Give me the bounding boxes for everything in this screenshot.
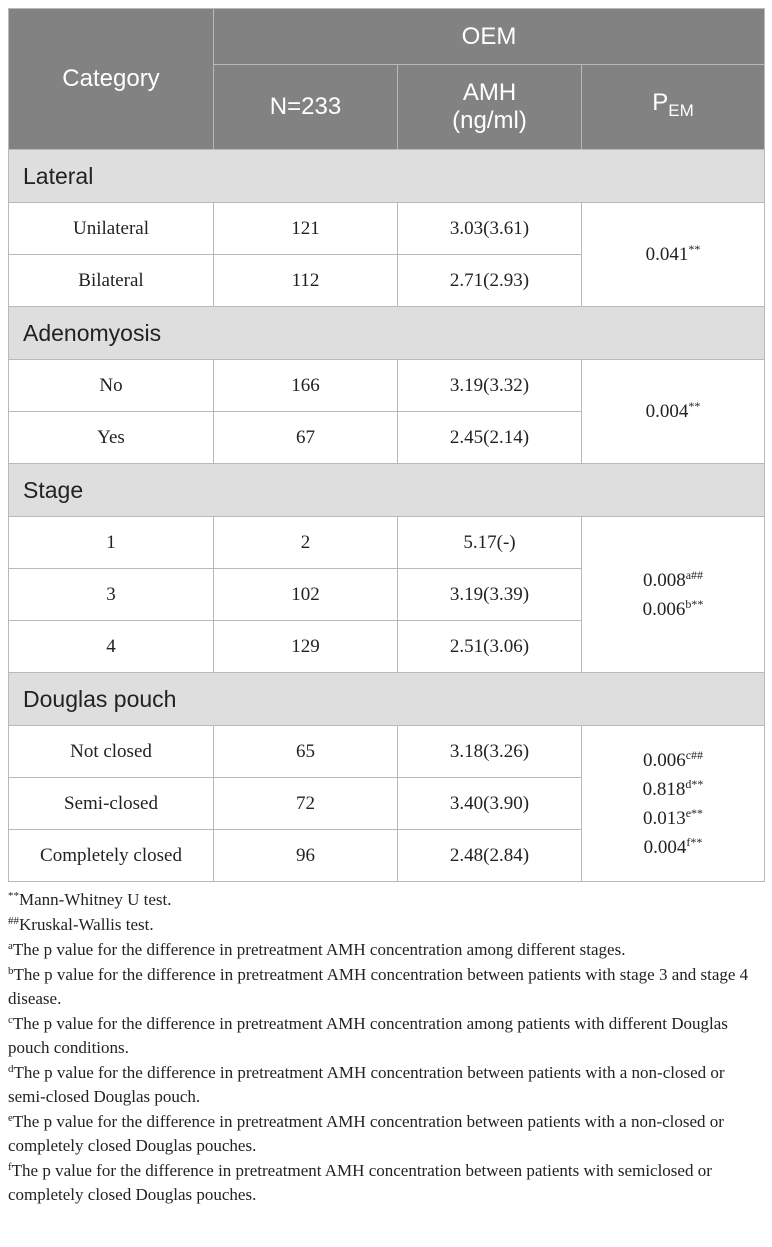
p-value: 0.006: [642, 598, 686, 620]
row-amh: 3.18(3.26): [398, 726, 582, 778]
footnote-mark: **: [8, 890, 19, 902]
p-test-mark: **: [691, 596, 704, 611]
row-label: 1: [9, 517, 214, 569]
row-label: Bilateral: [9, 255, 214, 307]
category-header: Category: [9, 9, 214, 150]
p-value-marks: [686, 806, 703, 820]
p-value-marks: [685, 777, 703, 791]
p-value-line: [582, 746, 764, 775]
p-value-marks: [686, 568, 703, 582]
row-n: 112: [214, 255, 398, 307]
p-value-line: [582, 804, 764, 833]
p-value-marks: [688, 399, 700, 413]
row-label: 3: [9, 569, 214, 621]
footnote-text: The p value for the difference in pretreatment AMH concentration between patients with stage 3 and stage 4 disease.: [8, 965, 749, 1008]
footnote-mark: c: [8, 1014, 13, 1026]
p-footnote-mark: c: [685, 747, 692, 762]
footnote-text: Kruskal-Wallis test.: [19, 915, 154, 934]
row-n: 2: [214, 517, 398, 569]
p-value-marks: [686, 748, 703, 762]
p-header-main: P: [652, 89, 669, 116]
row-label: 4: [9, 621, 214, 673]
p-test-mark: ##: [691, 567, 704, 582]
amh-header-line1: AMH: [462, 79, 517, 106]
row-n: 96: [214, 830, 398, 882]
footnote-text: The p value for the difference in pretreatment AMH concentration among patients with different Douglas pouch conditions.: [8, 1014, 728, 1057]
p-value-cell: [582, 360, 765, 464]
row-label: Completely closed: [9, 830, 214, 882]
p-test-mark: **: [688, 242, 701, 256]
p-value-line: [582, 566, 764, 595]
footnote-mark: f: [8, 1161, 12, 1173]
footnote: [8, 938, 764, 962]
row-label: No: [9, 360, 214, 412]
p-value: 0.004: [645, 401, 689, 422]
table-row: [9, 517, 765, 569]
footnote: [8, 1159, 764, 1207]
section-title: Lateral: [9, 150, 765, 203]
p-test-mark: ##: [691, 747, 704, 762]
row-n: 65: [214, 726, 398, 778]
footnote: [8, 888, 764, 912]
p-test-mark: **: [691, 776, 704, 791]
row-label: Unilateral: [9, 203, 214, 255]
footnote-mark: ##: [8, 915, 19, 927]
p-value-marks: [685, 597, 703, 611]
p-value: 0.006: [642, 749, 686, 771]
p-footnote-mark: e: [685, 805, 692, 820]
section-row: [9, 150, 765, 203]
footnote: [8, 1110, 764, 1158]
p-test-mark: **: [690, 834, 703, 849]
row-label: Yes: [9, 412, 214, 464]
row-amh: 3.03(3.61): [398, 203, 582, 255]
n-header: N=233: [214, 65, 398, 150]
p-value-marks: [688, 242, 700, 256]
row-label: Semi-closed: [9, 778, 214, 830]
section-title: Adenomyosis: [9, 307, 765, 360]
p-value-cell: [582, 203, 765, 307]
p-value-line: [582, 397, 764, 426]
amh-header-line2: (ng/ml): [452, 107, 527, 134]
row-n: 121: [214, 203, 398, 255]
row-n: 102: [214, 569, 398, 621]
p-header-sub: EM: [668, 101, 694, 120]
row-n: 166: [214, 360, 398, 412]
row-amh: 2.48(2.84): [398, 830, 582, 882]
p-footnote-mark: f: [686, 834, 691, 849]
row-amh: 3.19(3.39): [398, 569, 582, 621]
p-value-line: [582, 775, 764, 804]
p-footnote-mark: b: [685, 596, 692, 611]
amh-header: [398, 65, 582, 150]
footnotes: [8, 888, 764, 1207]
p-value: 0.013: [642, 807, 686, 829]
footnote-mark: d: [8, 1063, 14, 1075]
footnote-text: The p value for the difference in pretreatment AMH concentration between patients with semiclosed or completely closed Douglas pouches.: [8, 1161, 712, 1204]
results-table: [8, 8, 765, 882]
row-amh: 2.51(3.06): [398, 621, 582, 673]
group-header: OEM: [214, 9, 765, 65]
footnote-text: Mann-Whitney U test.: [19, 890, 172, 909]
p-value: 0.041: [645, 244, 689, 265]
p-value-cell: [582, 517, 765, 673]
p-test-mark: **: [691, 805, 704, 820]
row-amh: 2.45(2.14): [398, 412, 582, 464]
section-row: [9, 464, 765, 517]
p-value-cell: [582, 726, 765, 882]
p-value-line: [582, 833, 764, 862]
p-value-marks: [686, 835, 702, 849]
table-row: [9, 203, 765, 255]
footnote-text: The p value for the difference in pretreatment AMH concentration among different stages.: [12, 940, 626, 959]
footnote-text: The p value for the difference in pretreatment AMH concentration between patients with a non-closed or semi-closed Douglas pouch.: [8, 1063, 725, 1106]
row-amh: 3.40(3.90): [398, 778, 582, 830]
p-value: 0.008: [642, 569, 686, 591]
row-n: 129: [214, 621, 398, 673]
p-value-line: [582, 595, 764, 624]
row-amh: 2.71(2.93): [398, 255, 582, 307]
table-row: [9, 360, 765, 412]
p-value-line: [582, 240, 764, 269]
section-title: Douglas pouch: [9, 673, 765, 726]
row-n: 67: [214, 412, 398, 464]
p-footnote-mark: d: [685, 776, 692, 791]
section-row: [9, 307, 765, 360]
p-value: 0.004: [643, 836, 687, 858]
p-value: 0.818: [642, 778, 686, 800]
footnote: [8, 963, 764, 1011]
footnote-mark: b: [8, 965, 14, 977]
p-test-mark: **: [688, 399, 701, 413]
footnote: [8, 913, 764, 937]
footnote: [8, 1061, 764, 1109]
footnote-text: The p value for the difference in pretreatment AMH concentration between patients with a non-closed or completely closed Douglas pouches.: [8, 1112, 724, 1155]
row-amh: 3.19(3.32): [398, 360, 582, 412]
p-footnote-mark: a: [685, 567, 692, 582]
p-header: [582, 65, 765, 150]
row-label: Not closed: [9, 726, 214, 778]
section-row: [9, 673, 765, 726]
table-container: [8, 8, 764, 1208]
table-row: [9, 726, 765, 778]
row-n: 72: [214, 778, 398, 830]
section-title: Stage: [9, 464, 765, 517]
row-amh: 5.17(-): [398, 517, 582, 569]
footnote-mark: e: [8, 1112, 13, 1124]
footnote: [8, 1012, 764, 1060]
table-body: [9, 150, 765, 882]
footnote-mark: a: [8, 940, 13, 952]
